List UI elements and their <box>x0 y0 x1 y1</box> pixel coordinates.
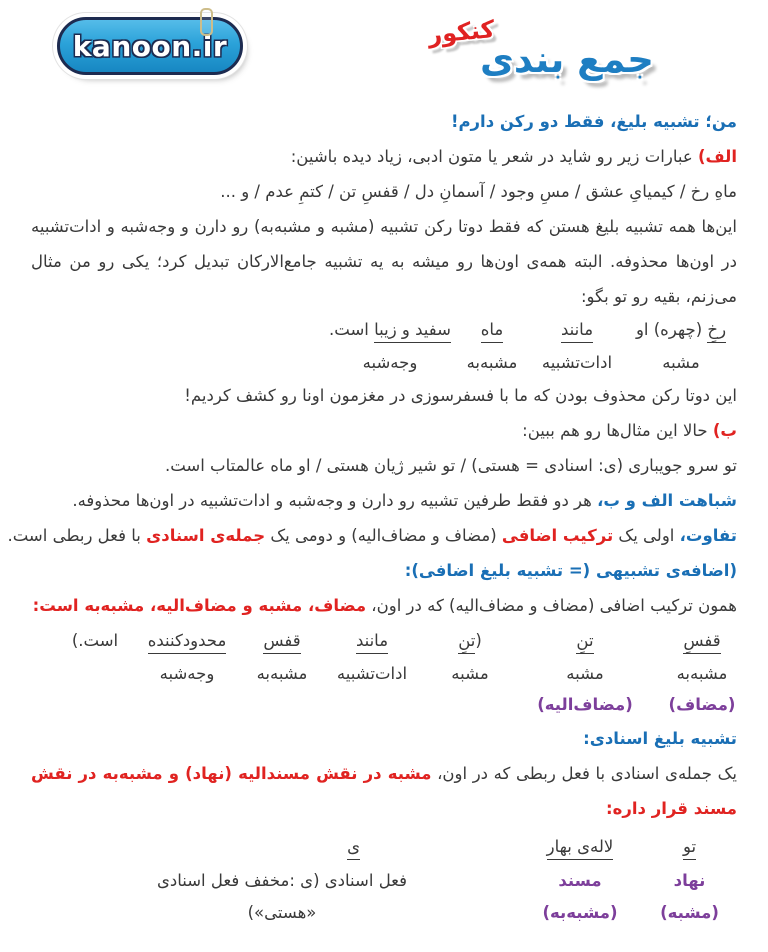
table2-col-6: است.) <box>71 631 119 650</box>
table1-col-moshabbahbeh: ماه مشبه‌به <box>466 320 518 372</box>
table2-col-2: (تنِ مشبه <box>451 631 489 683</box>
role-mozaf: (مضاف) <box>668 695 736 714</box>
table3-col-nahad: تو نهاد (مشبه) <box>660 837 719 922</box>
discover-line: این دوتا رکن محذوف بودن که ما با فسفرسوزی در مغزمون اونا رو کشف کردیم! <box>184 386 737 405</box>
table2-col-5: محدودکننده وجه‌شبه <box>147 631 227 683</box>
similarity-label: شباهت الف و ب، <box>597 491 737 510</box>
kanoon-logo-text: kanoon.ir <box>72 29 228 63</box>
example-table-3 <box>31 832 737 922</box>
hamoon-red-text: مضاف، مشبه و مضاف‌الیه، مشبه‌به است: <box>32 596 367 615</box>
paragraph-explanation: این‌ها همه تشبیه بلیغ هستن که فقط دوتا رکن تشبیه (مشبه و مشبه‌به) رو دارن و وجه‌شبه و ادات‌تشبیه در اون‌ها محذوفه. البته همه‌ی اون‌ها رو میشه به یه تشبیه جامع‌الارکان تبدیل کرد؛ یکی رو من مثال می‌زنم، بقیه رو تو بگو: <box>31 217 737 306</box>
esnadi-red-text: مشبه در نقش مسندالیه (نهاد) و مشبه‌به در نقش مسند قرار داره: <box>31 764 737 818</box>
konkur-summary-logo <box>426 15 673 88</box>
esnadi-paragraph: یک جمله‌ی اسنادی با فعل ربطی که در اون، مشبه در نقش مسندالیه (نهاد) و مشبه‌به در نقش مسند قرار داره: <box>31 764 737 818</box>
example-table-2 <box>31 626 737 721</box>
similarity-text: هر دو فقط طرفین تشبیه رو دارن و وجه‌شبه و ادات‌تشبیه در اون‌ها محذوفه. <box>72 491 598 510</box>
similarity-line <box>31 483 737 518</box>
difference-term-2: جمله‌ی اسنادی <box>146 526 266 545</box>
role-mozafelayh: (مضاف‌الیه) <box>537 695 633 714</box>
hamoon-line: همون ترکیب اضافی (مضاف و مضاف‌الیه) که در اون، مضاف، مشبه و مضاف‌الیه، مشبه‌به است: <box>32 596 737 615</box>
table3-col-mosnad: لاله‌ی بهار مسند (مشبه‌به) <box>542 837 618 922</box>
section-be-line <box>31 413 737 448</box>
difference-label: تفاوت، <box>679 526 737 545</box>
section-alef-line <box>31 139 737 174</box>
table1-col-moshabbah: رخِ (چهره) او مشبه <box>635 320 727 372</box>
brand-accent-text: کنکور <box>426 15 496 49</box>
table2-col-4: قفس مشبه‌به <box>256 631 308 683</box>
kanoon-logo <box>57 17 243 75</box>
section-be-text: حالا این مثال‌ها رو هم ببین: <box>522 421 713 440</box>
esnadi-heading: تشبیه بلیغ اسنادی: <box>583 729 737 748</box>
section-alef-label: الف) <box>697 147 737 166</box>
table1-col-adat: مانند ادات‌تشبیه <box>541 320 613 372</box>
lesson-content <box>0 104 768 922</box>
ezafi-heading: (اضافه‌ی تشبیهی (= تشبیه بلیغ اضافی): <box>404 561 737 580</box>
section-be-label: ب) <box>712 421 737 440</box>
paperclip-icon <box>200 8 213 36</box>
examples-line-1: ماهِ رخ / کیمیایِ عشق / مسِ وجود / آسمانِ دل / قفسِ تن / کتمِ عدم / و ... <box>220 182 737 201</box>
table2-col-3: مانند ادات‌تشبیه <box>336 631 408 683</box>
difference-term-1: ترکیب اضافی <box>501 526 614 545</box>
table2-col-0: قفسِ مشبه‌به (مضاف) <box>667 626 737 721</box>
table3-col-fel-esnadi: ی فعل اسنادی (ی :مخفف فعل اسنادی «هستی») <box>156 837 408 922</box>
examples-line-2: تو سرو جویباری (ی: اسنادی = هستی) / تو شیر ژیان هستی / او ماه عالمتاب است. <box>164 456 737 475</box>
brand-main-text: جمع بندی <box>480 38 654 81</box>
page-header <box>0 0 768 100</box>
intro-title: من؛ تشبیه بلیغ، فقط دو رکن دارم! <box>450 112 737 131</box>
table2-col-1: تنِ مشبه (مضاف‌الیه) <box>530 626 640 721</box>
section-alef-text: عبارات زیر رو شاید در شعر یا متون ادبی، زیاد دیده باشین: <box>290 147 698 166</box>
example-table-1 <box>31 315 737 378</box>
table1-col-vajheshabah: سفید و زیبا است. وجه‌شبه <box>329 320 451 372</box>
difference-line: تفاوت، اولی یک ترکیب اضافی (مضاف و مضاف‌الیه) و دومی یک جمله‌ی اسنادی با فعل ربطی است. <box>7 526 737 545</box>
